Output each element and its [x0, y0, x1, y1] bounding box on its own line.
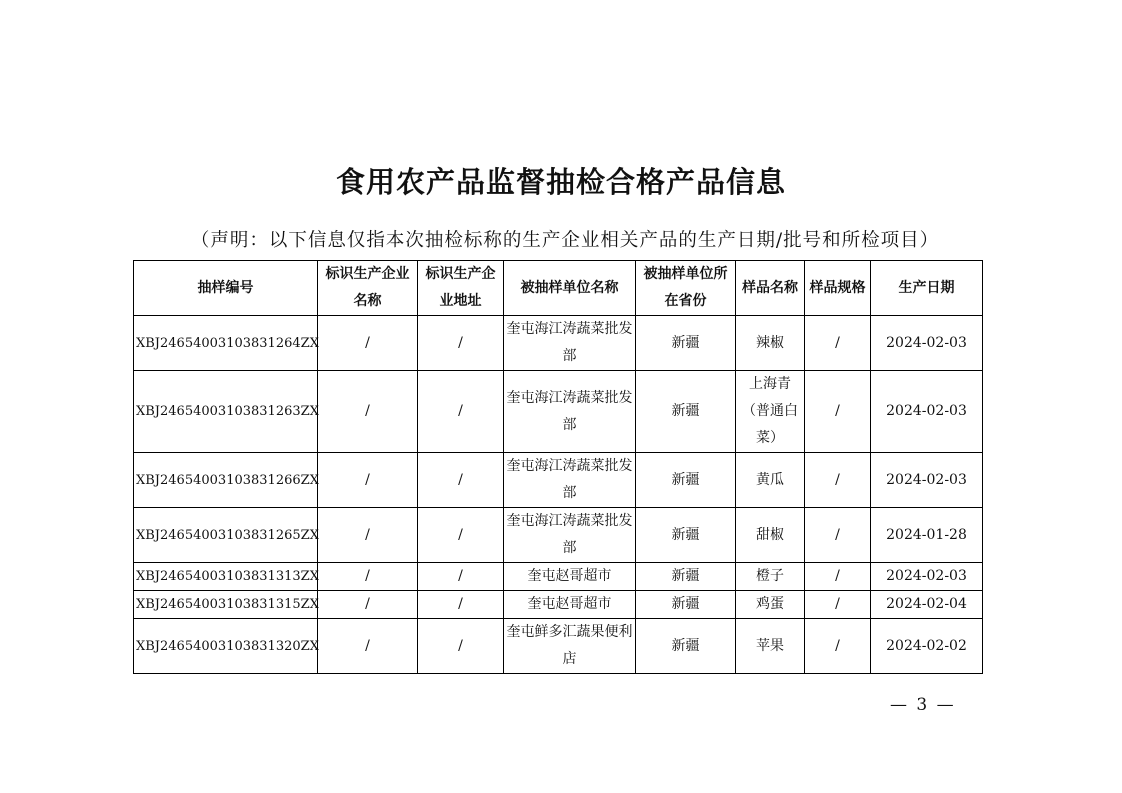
cell-sample-spec: / — [805, 371, 871, 453]
cell-manufacturer-address: / — [418, 591, 504, 619]
table-row — [134, 563, 983, 591]
table-row — [134, 591, 983, 619]
table-header-row — [134, 261, 983, 316]
cell-province: 新疆 — [636, 591, 736, 619]
cell-production-date: 2024-02-03 — [871, 371, 983, 453]
header-sample-code: 抽样编号 — [134, 261, 318, 316]
header-sampled-unit-province: 被抽样单位所在省份 — [636, 261, 736, 316]
cell-sample-code: XBJ24654003103831264ZX — [134, 316, 318, 371]
table-row — [134, 508, 983, 563]
cell-production-date: 2024-02-04 — [871, 591, 983, 619]
cell-sample-spec: / — [805, 563, 871, 591]
header-manufacturer-name: 标识生产企业名称 — [318, 261, 418, 316]
cell-manufacturer-name: / — [318, 619, 418, 674]
statement-note: （声明：以下信息仅指本次抽检标称的生产企业相关产品的生产日期/批号和所检项目） — [190, 230, 940, 251]
cell-sample-name: 甜椒 — [736, 508, 805, 563]
cell-sample-code: XBJ24654003103831313ZX — [134, 563, 318, 591]
cell-manufacturer-name: / — [318, 371, 418, 453]
cell-manufacturer-address: / — [418, 453, 504, 508]
cell-sample-spec: / — [805, 619, 871, 674]
cell-manufacturer-address: / — [418, 316, 504, 371]
cell-province: 新疆 — [636, 563, 736, 591]
cell-production-date: 2024-02-03 — [871, 563, 983, 591]
cell-province: 新疆 — [636, 453, 736, 508]
cell-manufacturer-name: / — [318, 508, 418, 563]
cell-manufacturer-address: / — [418, 508, 504, 563]
cell-manufacturer-name: / — [318, 453, 418, 508]
cell-sample-name: 上海青（普通白菜） — [736, 371, 805, 453]
table-row — [134, 371, 983, 453]
cell-production-date: 2024-01-28 — [871, 508, 983, 563]
cell-sample-name: 黄瓜 — [736, 453, 805, 508]
cell-manufacturer-name: / — [318, 591, 418, 619]
cell-sampled-unit-name: 奎屯海江涛蔬菜批发部 — [504, 371, 636, 453]
cell-sample-spec: / — [805, 591, 871, 619]
cell-sample-name: 鸡蛋 — [736, 591, 805, 619]
header-production-date: 生产日期 — [871, 261, 983, 316]
header-sample-spec: 样品规格 — [805, 261, 871, 316]
cell-manufacturer-name: / — [318, 563, 418, 591]
cell-sample-spec: / — [805, 508, 871, 563]
cell-sampled-unit-name: 奎屯海江涛蔬菜批发部 — [504, 453, 636, 508]
product-info-table — [133, 260, 983, 674]
cell-province: 新疆 — [636, 371, 736, 453]
cell-manufacturer-name: / — [318, 316, 418, 371]
table-row — [134, 619, 983, 674]
header-manufacturer-address: 标识生产企业地址 — [418, 261, 504, 316]
cell-sample-code: XBJ24654003103831320ZX — [134, 619, 318, 674]
table-row — [134, 316, 983, 371]
table-row — [134, 453, 983, 508]
cell-province: 新疆 — [636, 316, 736, 371]
cell-sample-code: XBJ24654003103831263ZX — [134, 371, 318, 453]
cell-production-date: 2024-02-03 — [871, 316, 983, 371]
cell-sample-code: XBJ24654003103831266ZX — [134, 453, 318, 508]
cell-sample-code: XBJ24654003103831265ZX — [134, 508, 318, 563]
cell-sampled-unit-name: 奎屯海江涛蔬菜批发部 — [504, 508, 636, 563]
cell-production-date: 2024-02-03 — [871, 453, 983, 508]
cell-production-date: 2024-02-02 — [871, 619, 983, 674]
page-number: — 3 — — [890, 695, 956, 715]
cell-manufacturer-address: / — [418, 619, 504, 674]
cell-sample-name: 橙子 — [736, 563, 805, 591]
cell-province: 新疆 — [636, 619, 736, 674]
header-sampled-unit-name: 被抽样单位名称 — [504, 261, 636, 316]
cell-sample-name: 苹果 — [736, 619, 805, 674]
cell-sampled-unit-name: 奎屯赵哥超市 — [504, 563, 636, 591]
document-title: 食用农产品监督抽检合格产品信息 — [335, 165, 786, 199]
cell-sample-spec: / — [805, 316, 871, 371]
cell-manufacturer-address: / — [418, 563, 504, 591]
cell-sampled-unit-name: 奎屯海江涛蔬菜批发部 — [504, 316, 636, 371]
cell-sampled-unit-name: 奎屯赵哥超市 — [504, 591, 636, 619]
cell-sample-code: XBJ24654003103831315ZX — [134, 591, 318, 619]
header-sample-name: 样品名称 — [736, 261, 805, 316]
cell-sample-spec: / — [805, 453, 871, 508]
cell-sample-name: 辣椒 — [736, 316, 805, 371]
cell-sampled-unit-name: 奎屯鲜多汇蔬果便利店 — [504, 619, 636, 674]
cell-province: 新疆 — [636, 508, 736, 563]
cell-manufacturer-address: / — [418, 371, 504, 453]
